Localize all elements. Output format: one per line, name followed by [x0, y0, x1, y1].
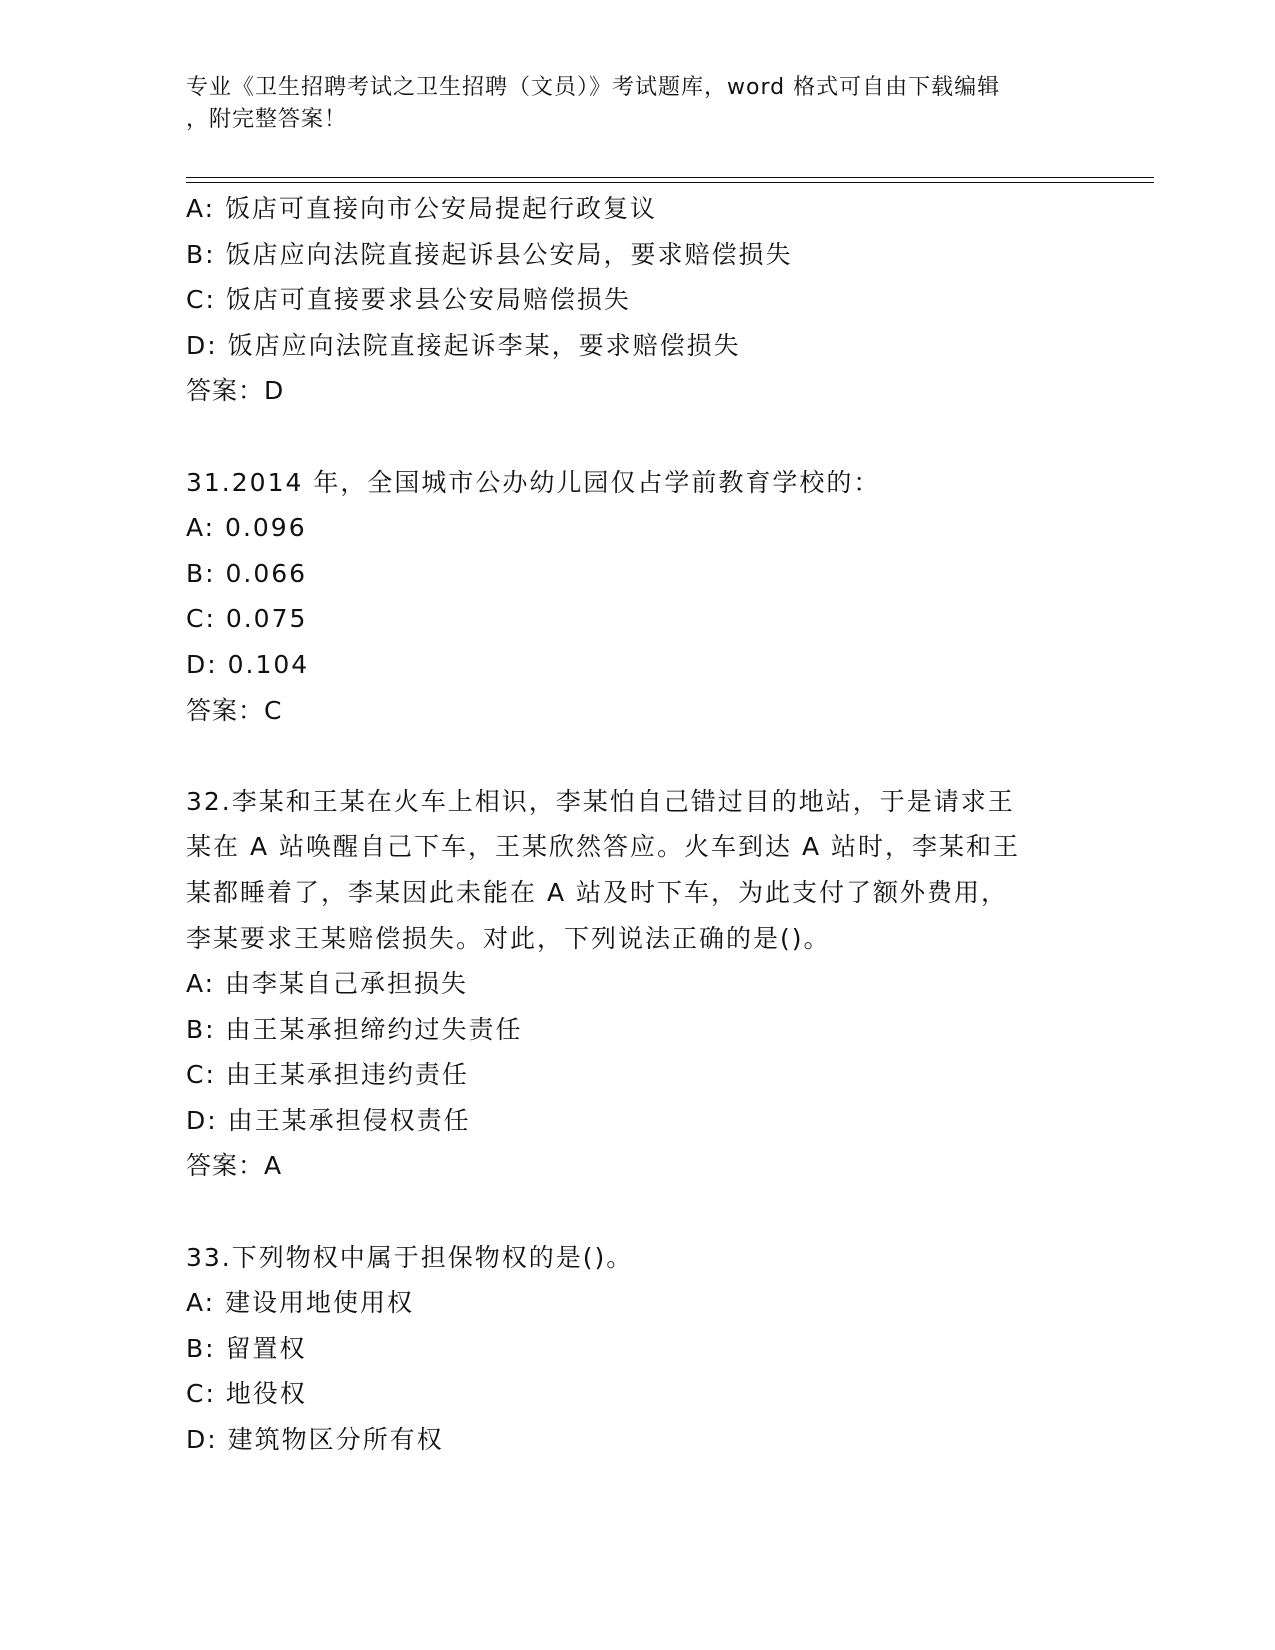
question-list	[186, 186, 1146, 1463]
answer-line: 答案：A	[186, 1151, 283, 1181]
answer-line: 答案：D	[186, 376, 285, 406]
option-c: C: 由王某承担违约责任	[186, 1060, 469, 1090]
question-30-continuation	[186, 186, 1146, 414]
option-b: B: 0.066	[186, 558, 308, 588]
option-c: C: 地役权	[186, 1379, 307, 1409]
spacer	[186, 1189, 1146, 1235]
question-31	[186, 460, 1146, 734]
option-a: A: 0.096	[186, 513, 307, 543]
option-b: B: 由王某承担缔约过失责任	[186, 1014, 523, 1044]
document-header	[186, 72, 1086, 136]
answer-line: 答案：C	[186, 695, 283, 725]
option-d: D: 由王某承担侵权责任	[186, 1105, 471, 1135]
option-d: D: 0.104	[186, 649, 310, 679]
header-rule-thick	[186, 177, 1154, 178]
option-b: B: 饭店应向法院直接起诉县公安局，要求赔偿损失	[186, 239, 793, 269]
question-33	[186, 1235, 1146, 1463]
question-stem: 32.李某和王某在火车上相识，李某怕自己错过目的地站，于是请求王	[186, 786, 1015, 816]
header-line-1: 专业《卫生招聘考试之卫生招聘（文员）》考试题库，word 格式可自由下载编辑	[186, 75, 1001, 100]
option-a: A: 饭店可直接向市公安局提起行政复议	[186, 194, 658, 223]
question-stem: 33.下列物权中属于担保物权的是()。	[186, 1242, 634, 1272]
question-stem: 31.2014 年，全国城市公办幼儿园仅占学前教育学校的：	[186, 467, 881, 497]
option-c: C: 饭店可直接要求县公安局赔偿损失	[186, 285, 631, 315]
option-b: B: 留置权	[186, 1333, 307, 1363]
spacer	[186, 733, 1146, 779]
question-stem: 李某要求王某赔偿损失。对此，下列说法正确的是()。	[186, 923, 831, 953]
option-a: A: 由李某自己承担损失	[186, 969, 469, 999]
question-stem: 某都睡着了，李某因此未能在 A 站及时下车，为此支付了额外费用，	[186, 877, 1008, 907]
option-d: D: 饭店应向法院直接起诉李某，要求赔偿损失	[186, 330, 741, 360]
header-line-2: ，附完整答案！	[186, 107, 348, 132]
question-32	[186, 779, 1146, 1189]
question-stem: 某在 A 站唤醒自己下车，王某欣然答应。火车到达 A 站时，李某和王	[186, 832, 1020, 862]
option-c: C: 0.075	[186, 604, 308, 634]
option-d: D: 建筑物区分所有权	[186, 1425, 444, 1455]
option-a: A: 建设用地使用权	[186, 1288, 415, 1318]
spacer	[186, 414, 1146, 460]
header-rule-thin	[186, 182, 1154, 183]
